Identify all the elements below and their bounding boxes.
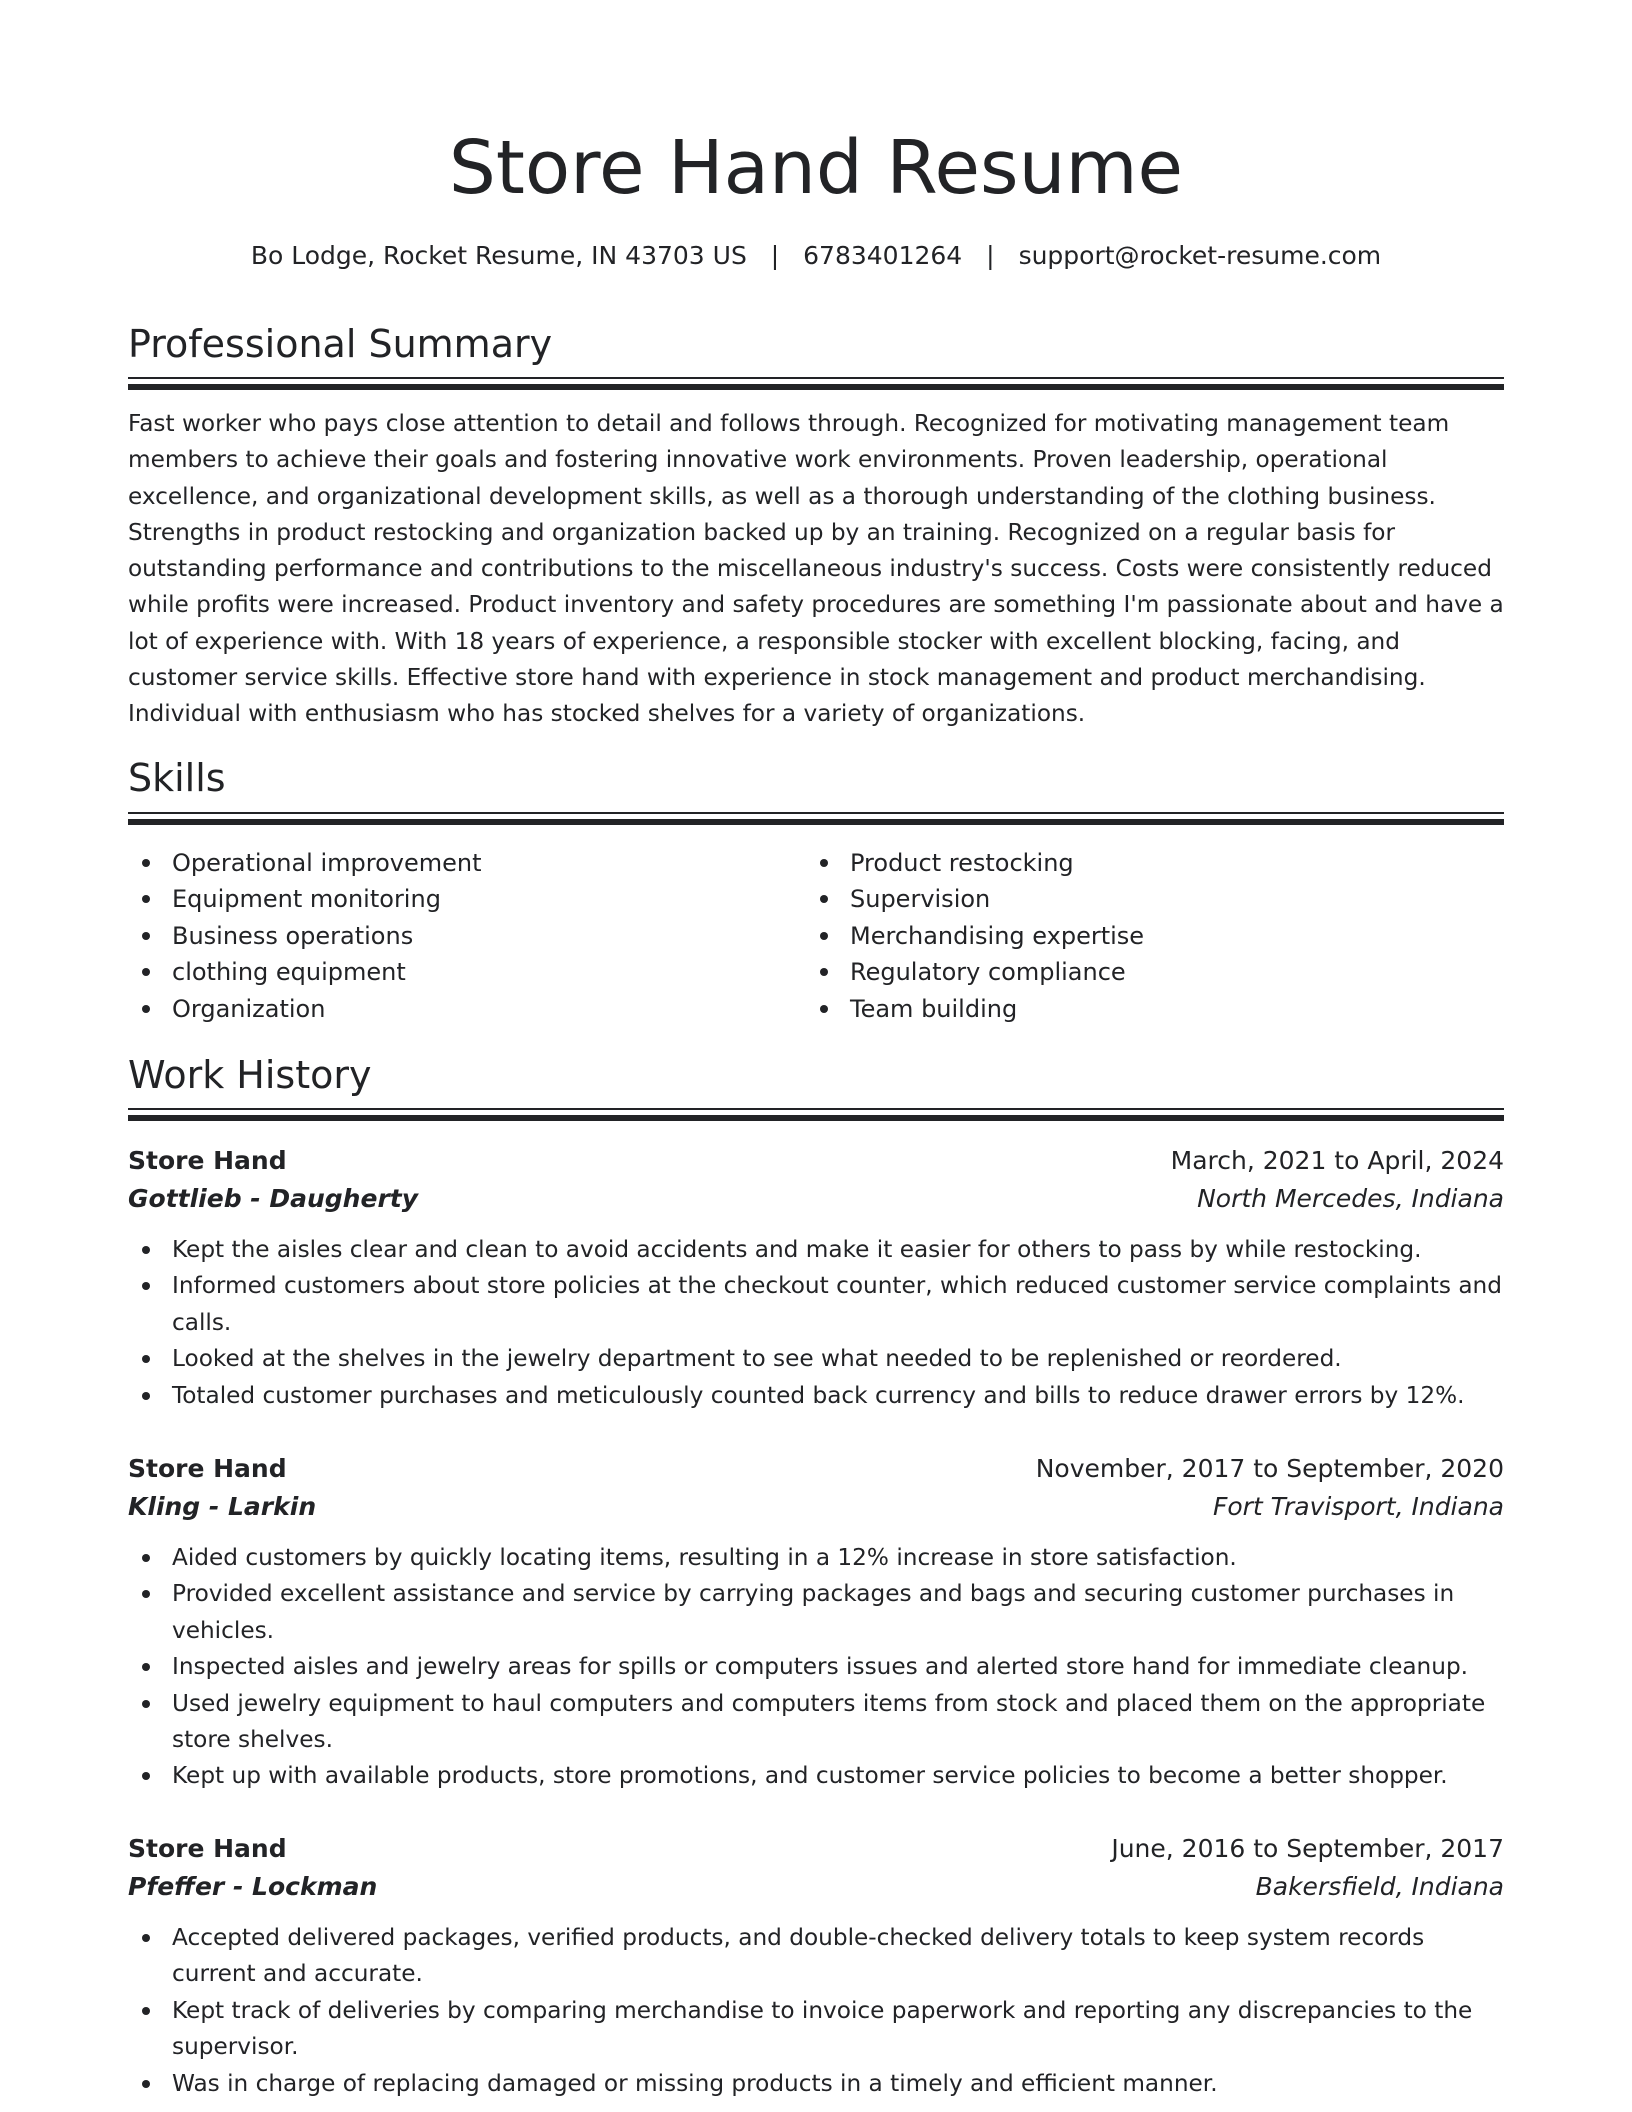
summary-text: Fast worker who pays close attention to detail and follows through. Recognized for motivating management team members to achieve their goals and fostering innovative work environments. Proven leadership, operational excellence, and organizational development skills, as well as a thorough understanding of the clothing business. Strengths in product restocking and organization backed up by an training. Recognized on a regular basis for outstanding performance and contributions to the miscellaneous industry's success. Costs were consistently reduced while profits were increased. Product inventory and safety procedures are something I'm passionate about and have a lot of experience with. With 18 years of experience, a responsible stocker with excellent blocking, facing, and customer service skills. Effective store hand with experience in stock management and product merchandising. Individual with enthusiasm who has stocked shelves for a variety of organizations. <box>128 410 1504 728</box>
contact-email[interactable]: support@rocket-resume.com <box>1018 241 1382 270</box>
job-bullet <box>128 1920 1504 1993</box>
job-title: Store Hand <box>128 1454 287 1483</box>
skill-item <box>806 845 1486 881</box>
job-entry <box>128 1450 1504 1795</box>
job-bullet <box>128 1341 1504 1377</box>
job-bullet <box>128 1758 1504 1794</box>
section-divider <box>128 1108 1504 1110</box>
section-divider <box>128 384 1504 390</box>
job-bullet-text: Was in charge of replacing damaged or missing products in a timely and efficient manner. <box>172 2069 1218 2097</box>
skill-label: Regulatory compliance <box>850 958 1126 987</box>
contact-separator: | <box>770 241 780 270</box>
job-bullet-text: Totaled customer purchases and meticulously counted back currency and bills to reduce drawer errors by 12%. <box>172 1381 1465 1409</box>
job-bullet-text: Informed customers about store policies at the checkout counter, which reduced customer service complaints and calls. <box>172 1272 1502 1336</box>
bullet-icon <box>142 895 150 903</box>
bullet-icon <box>820 932 828 940</box>
job-bullet <box>128 1993 1504 2066</box>
bullet-icon <box>142 1590 150 1598</box>
job-bullet <box>128 1686 1504 1759</box>
bullet-icon <box>142 1246 150 1254</box>
job-header-row <box>128 1830 1504 1868</box>
job-bullet <box>128 1540 1504 1576</box>
job-title: Store Hand <box>128 1146 287 1175</box>
skill-item <box>806 954 1486 990</box>
job-company: Gottlieb - Daugherty <box>128 1184 419 1213</box>
job-company: Pfeffer - Lockman <box>128 1872 378 1901</box>
bullet-icon <box>820 859 828 867</box>
job-bullet <box>128 1649 1504 1685</box>
job-dates: June, 2016 to September, 2017 <box>1111 1834 1504 1863</box>
contact-phone: 6783401264 <box>803 241 963 270</box>
job-bullet-list <box>128 1920 1504 2102</box>
job-location: Fort Travisport, Indiana <box>1212 1492 1504 1521</box>
skill-label: clothing equipment <box>172 958 406 987</box>
section-divider <box>128 819 1504 825</box>
job-subheader-row <box>128 1180 1504 1218</box>
skill-item <box>806 918 1486 954</box>
job-bullet-text: Kept up with available products, store promotions, and customer service policies to become a better shopper. <box>172 1762 1448 1790</box>
skill-label: Equipment monitoring <box>172 885 441 914</box>
job-bullet <box>128 1378 1504 1414</box>
summary-heading: Professional Summary <box>128 322 553 366</box>
bullet-icon <box>142 968 150 976</box>
job-company: Kling - Larkin <box>128 1492 317 1521</box>
bullet-icon <box>142 1355 150 1363</box>
bullet-icon <box>142 932 150 940</box>
skill-item <box>806 991 1486 1027</box>
bullet-icon <box>142 1282 150 1290</box>
skill-label: Business operations <box>172 921 414 950</box>
contact-line <box>128 238 1504 274</box>
skill-item <box>128 991 788 1027</box>
job-bullet <box>128 2066 1504 2102</box>
section-divider <box>128 377 1504 379</box>
skill-label: Supervision <box>850 885 991 914</box>
skills-list-left <box>128 845 788 1027</box>
bullet-icon <box>820 895 828 903</box>
job-location: Bakersfield, Indiana <box>1255 1872 1504 1901</box>
contact-address: Bo Lodge, Rocket Resume, IN 43703 US <box>250 241 747 270</box>
bullet-icon <box>142 859 150 867</box>
job-location: North Mercedes, Indiana <box>1197 1184 1504 1213</box>
job-bullet <box>128 1268 1504 1341</box>
job-bullet-text: Provided excellent assistance and service by carrying packages and bags and securing customer purchases in vehicles. <box>172 1580 1455 1644</box>
job-bullet-text: Aided customers by quickly locating items, resulting in a 12% increase in store satisfaction. <box>172 1544 1237 1571</box>
contact-separator: | <box>986 241 995 270</box>
skill-item <box>806 881 1486 917</box>
skill-label: Merchandising expertise <box>850 921 1145 950</box>
job-bullet <box>128 1232 1504 1268</box>
work-history-heading: Work History <box>128 1053 372 1097</box>
skill-item <box>128 954 788 990</box>
skill-label: Product restocking <box>850 849 1074 877</box>
bullet-icon <box>142 1700 150 1708</box>
bullet-icon <box>142 1005 150 1013</box>
bullet-icon <box>142 1663 150 1671</box>
job-entry <box>128 1830 1504 2102</box>
skills-heading: Skills <box>128 756 226 800</box>
skill-label: Organization <box>172 994 326 1023</box>
skill-item <box>128 881 788 917</box>
skill-label: Operational improvement <box>172 849 482 877</box>
bullet-icon <box>142 1934 150 1942</box>
job-dates: November, 2017 to September, 2020 <box>1035 1454 1504 1483</box>
job-header-row <box>128 1450 1504 1488</box>
bullet-icon <box>142 2007 150 2015</box>
bullet-icon <box>142 2080 150 2088</box>
job-bullet-text: Inspected aisles and jewelry areas for spills or computers issues and alerted store hand for immediate cleanup. <box>172 1653 1469 1681</box>
bullet-icon <box>820 1005 828 1013</box>
job-bullet <box>128 1576 1504 1649</box>
job-bullet-text: Kept the aisles clear and clean to avoid accidents and make it easier for others to pass by while restocking. <box>172 1236 1422 1263</box>
job-bullet-text: Kept track of deliveries by comparing merchandise to invoice paperwork and reporting any discrepancies to the supervisor. <box>172 1996 1473 2061</box>
skill-label: Team building <box>850 994 1018 1023</box>
section-divider <box>128 1115 1504 1121</box>
job-subheader-row <box>128 1488 1504 1526</box>
bullet-icon <box>142 1772 150 1780</box>
job-bullet-list <box>128 1232 1504 1414</box>
skills-list-right <box>806 845 1486 1027</box>
skill-item <box>128 918 788 954</box>
job-header-row <box>128 1142 1504 1180</box>
job-bullet-text: Accepted delivered packages, verified products, and double-checked delivery totals to keep system records current and accurate. <box>172 1924 1425 1988</box>
job-bullet-list <box>128 1540 1504 1795</box>
job-entry <box>128 1142 1504 1414</box>
bullet-icon <box>142 1554 150 1562</box>
job-bullet-text: Used jewelry equipment to haul computers and computers items from stock and placed them on the appropriate store shelves. <box>172 1689 1486 1754</box>
resume-title: Store Hand Resume <box>448 125 1184 211</box>
job-subheader-row <box>128 1868 1504 1906</box>
job-title: Store Hand <box>128 1834 287 1863</box>
job-dates: March, 2021 to April, 2024 <box>1170 1146 1504 1175</box>
job-bullet-text: Looked at the shelves in the jewelry department to see what needed to be replenished or reordered. <box>172 1345 1342 1373</box>
bullet-icon <box>142 1392 150 1400</box>
bullet-icon <box>820 968 828 976</box>
skill-item <box>128 845 788 881</box>
section-divider <box>128 812 1504 814</box>
